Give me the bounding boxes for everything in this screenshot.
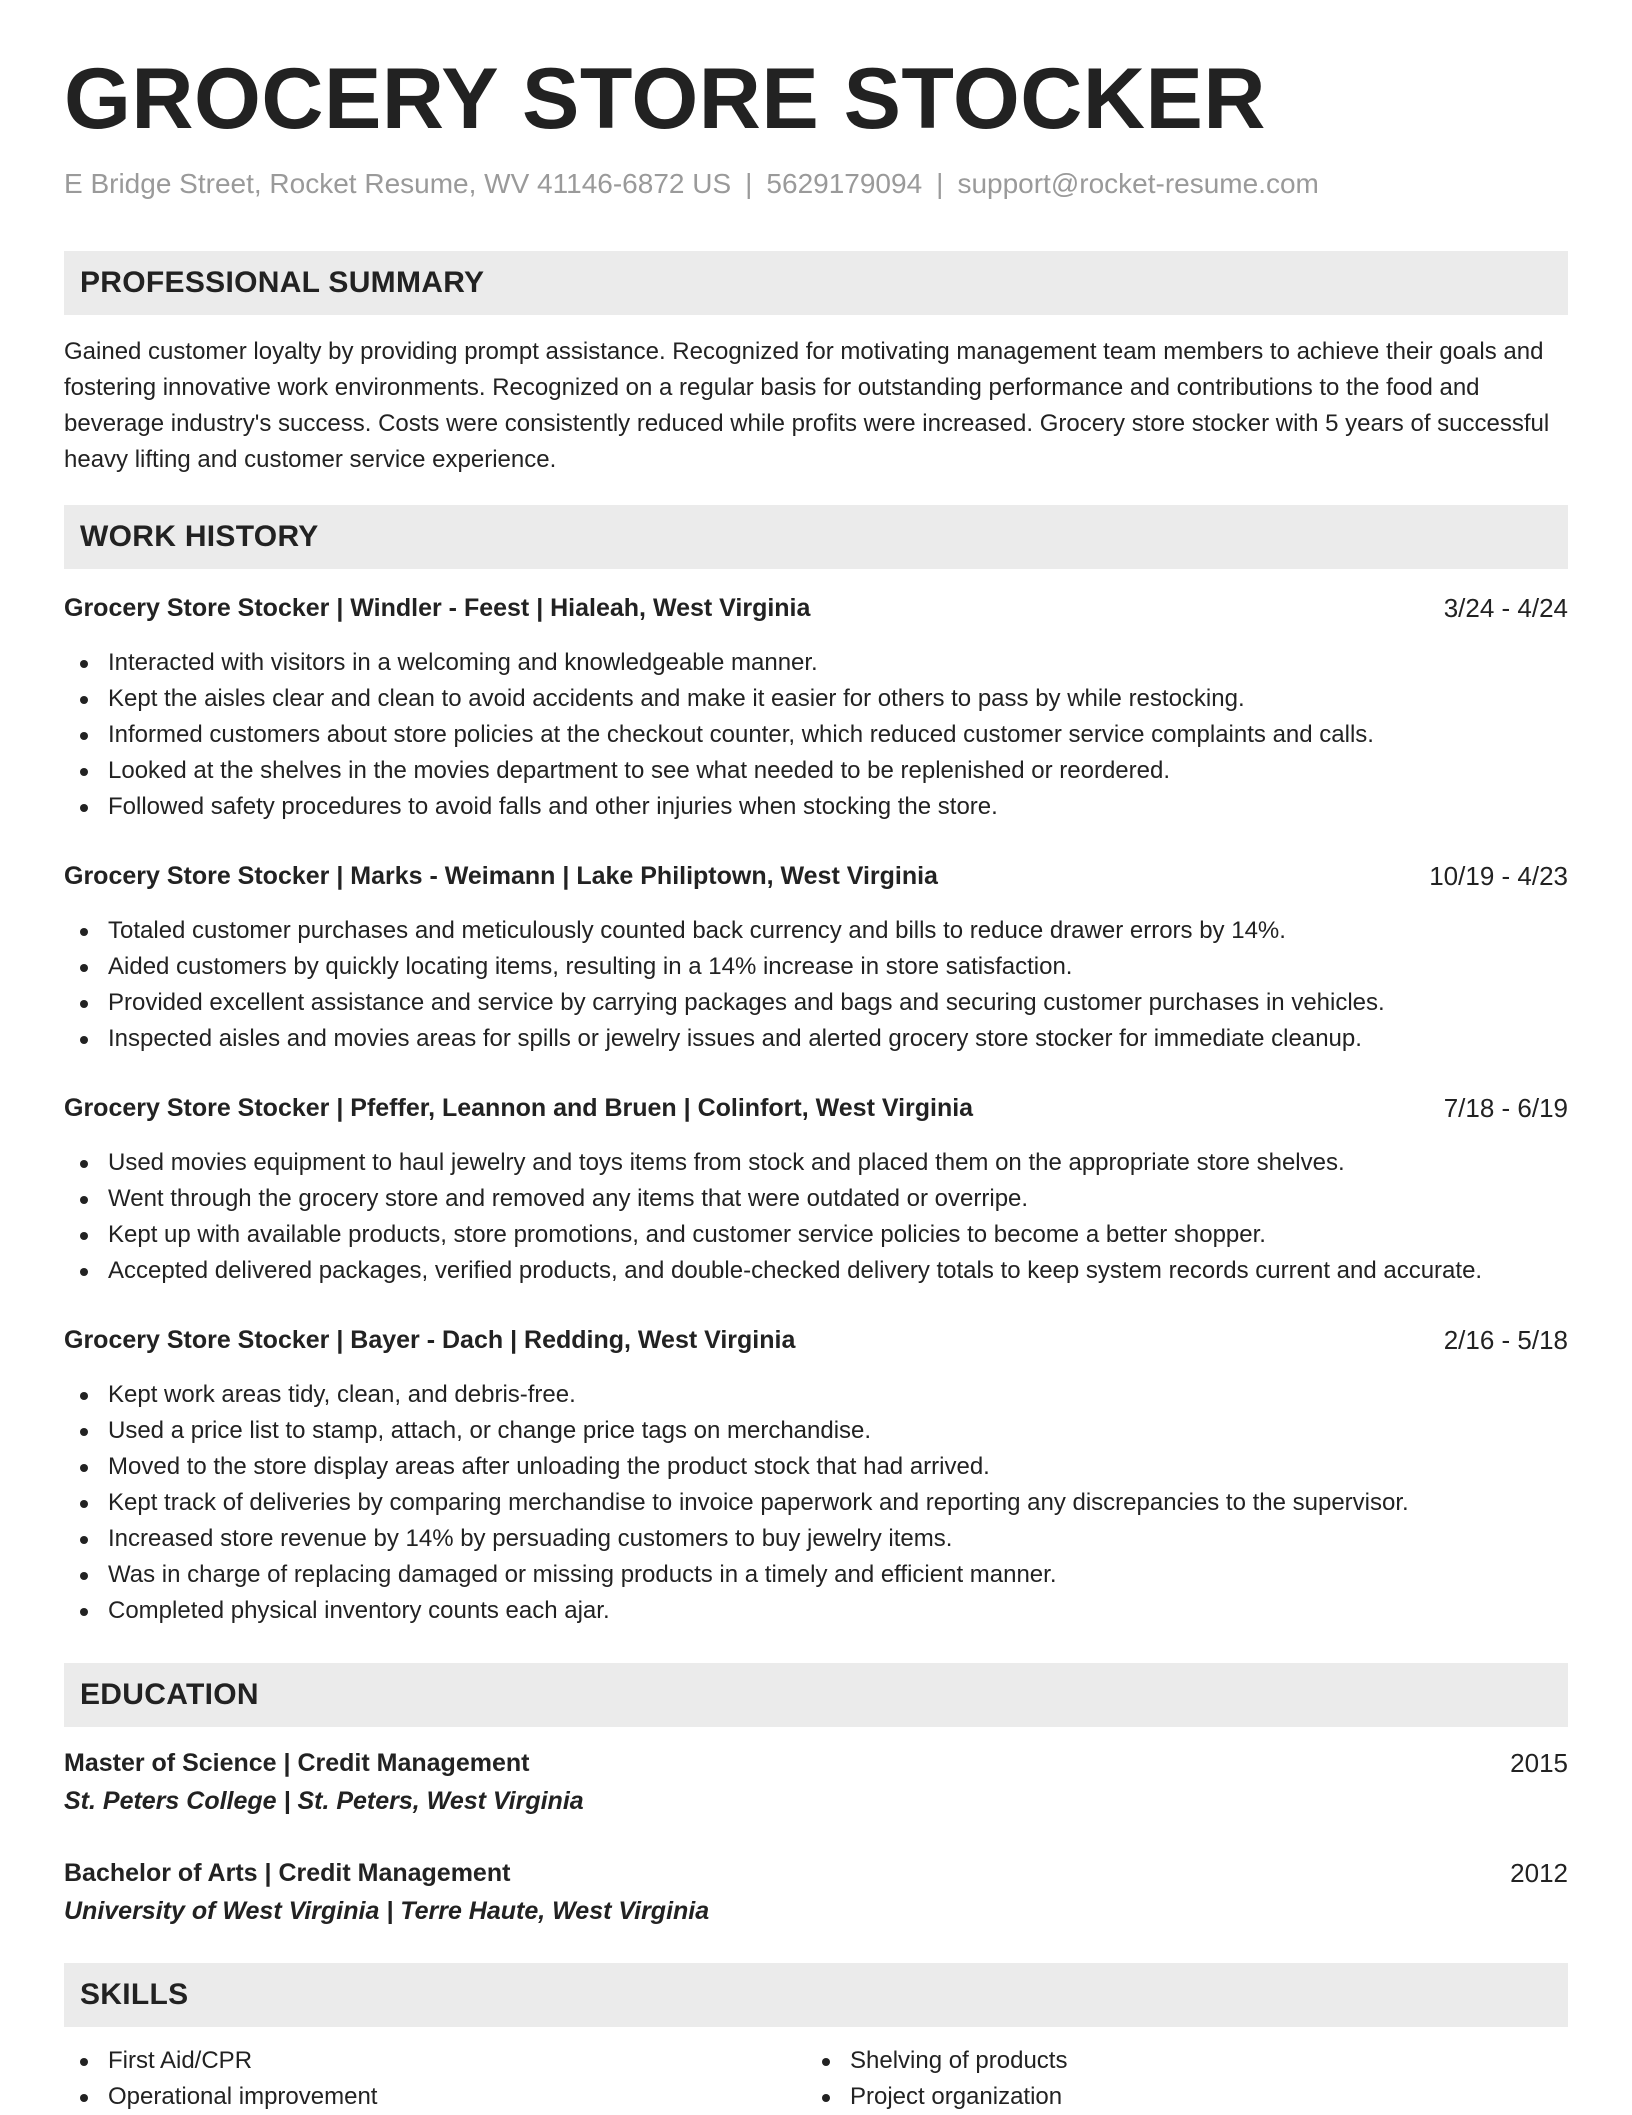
- education-degree: Master of Science | Credit Management: [64, 1749, 530, 1777]
- list-item: Inspected aisles and movies areas for spills or jewelry issues and alerted grocery store stocker for immediate cleanup.: [64, 1021, 1568, 1057]
- list-item: Increased store revenue by 14% by persuading customers to buy jewelry items.: [64, 1521, 1568, 1557]
- list-item: Used movies equipment to haul jewelry and toys items from stock and placed them on the appropriate store shelves.: [64, 1145, 1568, 1181]
- list-item: Was in charge of replacing damaged or missing products in a timely and efficient manner.: [64, 1557, 1568, 1593]
- section-header-skills: [64, 1963, 1568, 2027]
- list-item: Used a price list to stamp, attach, or change price tags on merchandise.: [64, 1413, 1568, 1449]
- contact-email: support@rocket-resume.com: [957, 168, 1319, 199]
- section-header-summary: [64, 251, 1568, 315]
- education-header: [64, 1855, 1568, 1891]
- summary-text: Gained customer loyalty by providing prompt assistance. Recognized for motivating management team members to achieve their goals and fostering innovative work environments. Recognized on a regular basis for outstanding performance and contributions to the food and beverage industry's success. Costs were consistently reduced while profits were increased. Grocery store stocker with 5 years of successful heavy lifting and customer service experience.: [64, 338, 1550, 473]
- skills-list-right: [806, 2043, 1067, 2115]
- section-title: EDUCATION: [80, 1678, 259, 1711]
- section-title: SKILLS: [80, 1978, 189, 2011]
- list-item: Accepted delivered packages, verified products, and double-checked delivery totals to keep system records current and accurate.: [64, 1253, 1568, 1289]
- job-bullets: [64, 913, 1568, 1057]
- job-title: Grocery Store Stocker | Bayer - Dach | Redding, West Virginia: [64, 1326, 796, 1354]
- section-title: PROFESSIONAL SUMMARY: [80, 266, 485, 299]
- job-header: [64, 858, 1568, 894]
- list-item: Followed safety procedures to avoid falls and other injuries when stocking the store.: [64, 789, 1568, 825]
- job-title: Grocery Store Stocker | Pfeffer, Leannon and Bruen | Colinfort, West Virginia: [64, 1094, 974, 1122]
- contact-line: [64, 168, 1319, 200]
- job-dates: 10/19 - 4/23: [1429, 861, 1568, 891]
- skill-item: Project organization: [806, 2079, 1067, 2115]
- education-year: 2015: [1510, 1748, 1568, 1778]
- job-title: Grocery Store Stocker | Windler - Feest | Hialeah, West Virginia: [64, 594, 811, 622]
- job-header: [64, 1090, 1568, 1126]
- list-item: Provided excellent assistance and service by carrying packages and bags and securing customer purchases in vehicles.: [64, 985, 1568, 1021]
- job-dates: 2/16 - 5/18: [1443, 1325, 1568, 1355]
- list-item: Interacted with visitors in a welcoming and knowledgeable manner.: [64, 645, 1568, 681]
- education-year: 2012: [1510, 1858, 1568, 1888]
- education-header: [64, 1745, 1568, 1781]
- job-bullets: [64, 645, 1568, 825]
- job-dates: 3/24 - 4/24: [1443, 593, 1568, 623]
- section-header-education: [64, 1663, 1568, 1727]
- skill-item: Shelving of products: [806, 2043, 1067, 2079]
- contact-address: E Bridge Street, Rocket Resume, WV 41146-6872 US: [64, 168, 732, 199]
- list-item: Totaled customer purchases and meticulously counted back currency and bills to reduce drawer errors by 14%.: [64, 913, 1568, 949]
- list-item: Moved to the store display areas after unloading the product stock that had arrived.: [64, 1449, 1568, 1485]
- list-item: Kept up with available products, store promotions, and customer service policies to become a better shopper.: [64, 1217, 1568, 1253]
- job-title: Grocery Store Stocker | Marks - Weimann | Lake Philiptown, West Virginia: [64, 862, 938, 890]
- job-header: [64, 590, 1568, 626]
- list-item: Kept track of deliveries by comparing merchandise to invoice paperwork and reporting any discrepancies to the supervisor.: [64, 1485, 1568, 1521]
- section-header-work-history: [64, 505, 1568, 569]
- skills-list-left: [64, 2043, 377, 2115]
- education-degree: Bachelor of Arts | Credit Management: [64, 1859, 511, 1887]
- contact-separator: |: [745, 168, 753, 199]
- section-title: WORK HISTORY: [80, 520, 319, 553]
- education-school: University of West Virginia | Terre Haute, West Virginia: [64, 1897, 710, 1925]
- job-bullets: [64, 1145, 1568, 1289]
- list-item: Aided customers by quickly locating items, resulting in a 14% increase in store satisfaction.: [64, 949, 1568, 985]
- list-item: Looked at the shelves in the movies department to see what needed to be replenished or reordered.: [64, 753, 1568, 789]
- contact-phone: 5629179094: [766, 168, 923, 199]
- list-item: Kept work areas tidy, clean, and debris-free.: [64, 1377, 1568, 1413]
- list-item: Kept the aisles clear and clean to avoid accidents and make it easier for others to pass by while restocking.: [64, 681, 1568, 717]
- resume-title: GROCERY STORE STOCKER: [64, 51, 1266, 147]
- job-dates: 7/18 - 6/19: [1443, 1093, 1568, 1123]
- list-item: Went through the grocery store and removed any items that were outdated or overripe.: [64, 1181, 1568, 1217]
- contact-separator: |: [936, 168, 944, 199]
- list-item: Completed physical inventory counts each ajar.: [64, 1593, 1568, 1629]
- job-header: [64, 1322, 1568, 1358]
- skill-item: Operational improvement: [64, 2079, 377, 2115]
- list-item: Informed customers about store policies at the checkout counter, which reduced customer service complaints and calls.: [64, 717, 1568, 753]
- job-bullets: [64, 1377, 1568, 1629]
- skill-item: First Aid/CPR: [64, 2043, 377, 2079]
- education-school: St. Peters College | St. Peters, West Virginia: [64, 1787, 584, 1815]
